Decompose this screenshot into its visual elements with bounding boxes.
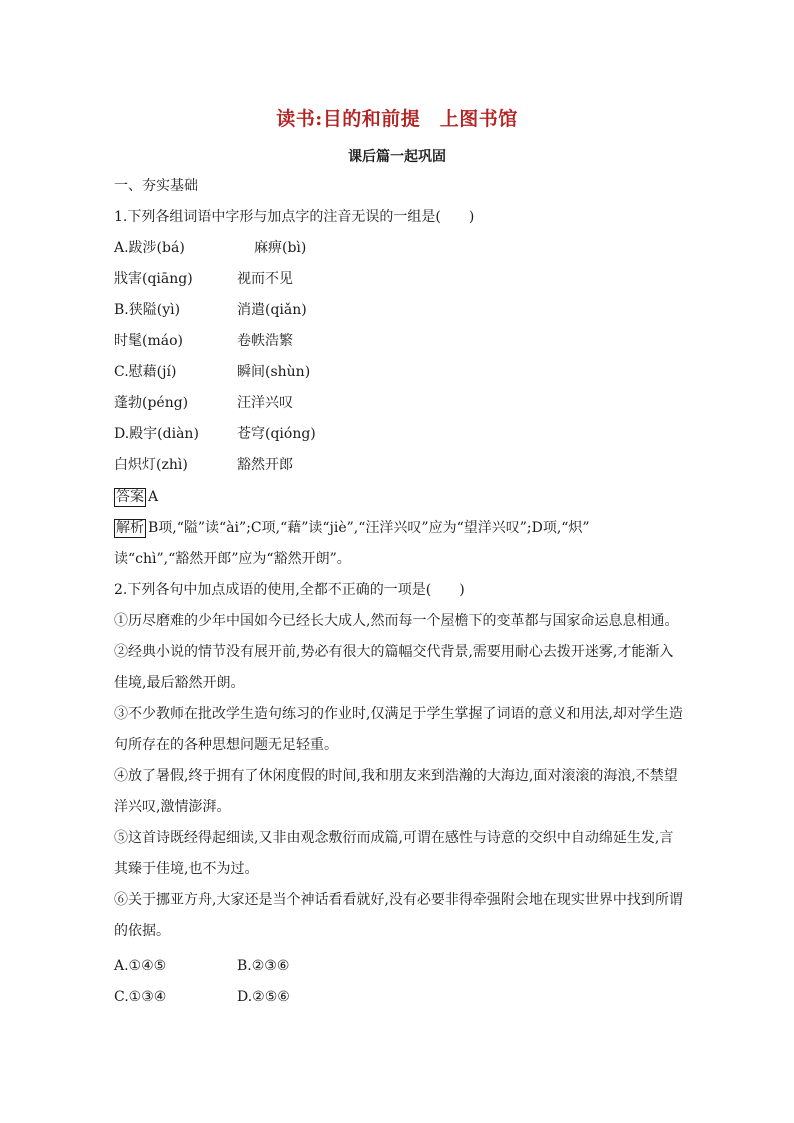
q1-option-line-right: 消遣(qiǎn) [237,302,307,318]
q2-item: ②经典小说的情节没有展开前,势必有很大的篇幅交代背景,需要用耐心去拨开迷雾,才能渐入佳境,最后豁然开朗。 [114,644,674,691]
page-subtitle: 课后篇一起巩固 [348,149,446,165]
q1-option-line: A.跋涉(bá) [114,240,185,256]
q2-item: ⑤这首诗既经得起细读,又非由观念敷衍而成篇,可谓在感性与诗意的交织中自动绵延生发,言其臻于佳境,也不为过。 [114,830,674,877]
q1-option-line: 戕害(qiāng) [114,271,193,287]
q1-option-line-right: 苍穹(qióng) [237,426,316,442]
answer-tag: 答案 [116,489,144,505]
q2-option-line-right: B.②③⑥ [237,958,290,974]
q2-item: ⑥关于挪亚方舟,大家还是当个神话看看就好,没有必要非得牵强附会地在现实世界中找到所谓的依据。 [114,892,683,939]
q2-option-line-right: D.②⑤⑥ [237,989,290,1005]
q1-option-line: C.慰藉(jí) [114,364,177,380]
q1-option-line-right: 麻痹(bì) [254,240,307,256]
q1-option-line-right: 卷帙浩繁 [237,333,293,349]
q1-option-line-right: 豁然开郎 [237,457,293,473]
q1-option-line-right: 汪洋兴叹 [237,395,293,411]
question-2-stem: 2.下列各句中加点成语的使用,全都不正确的一项是( ) [114,582,465,598]
q1-answer [114,487,158,507]
q1-option-line-right: 视而不见 [237,271,293,287]
q2-item: ③不少教师在批改学生造句练习的作业时,仅满足于学生掌握了词语的意义和用法,却对学生造句所存在的各种思想问题无足轻重。 [114,706,683,753]
analysis-text: B项,“隘”读“ài”;C项,“藉”读“jiè”,“汪洋兴叹”应为“望洋兴叹”;D项,“炽” [148,520,590,536]
q2-option-line: C.①③④ [114,989,167,1005]
page-title: 读书:目的和前提 上图书馆 [276,108,518,130]
q1-option-line-right: 瞬间(shùn) [237,364,311,380]
q1-analysis-continued: 读“chì”,“豁然开郎”应为“豁然开朗”。 [114,551,351,567]
q1-option-line: 蓬勃(péng) [114,395,189,411]
q2-item: ①历尽磨难的少年中国如今已经长大成人,然而每一个屋檐下的变革都与国家命运息息相通。 [114,613,679,629]
q1-option-line: 时髦(máo) [114,333,183,349]
q1-option-line: D.殿宇(diàn) [114,426,199,442]
section-heading: 一、夯实基础 [114,178,198,194]
analysis-tag: 解析 [116,520,144,536]
answer-value: A [148,489,159,505]
q2-option-line: A.①④⑤ [114,958,167,974]
question-1-stem: 1.下列各组词语中字形与加点字的注音无误的一组是( ) [114,209,475,225]
q2-item: ④放了暑假,终于拥有了休闲度假的时间,我和朋友来到浩瀚的大海边,面对滚滚的海浪,不禁望洋兴叹,激情澎湃。 [114,768,678,815]
q1-analysis [114,518,590,538]
q1-option-line: 白炽灯(zhì) [114,457,188,473]
q1-option-line: B.狭隘(yì) [114,302,181,318]
